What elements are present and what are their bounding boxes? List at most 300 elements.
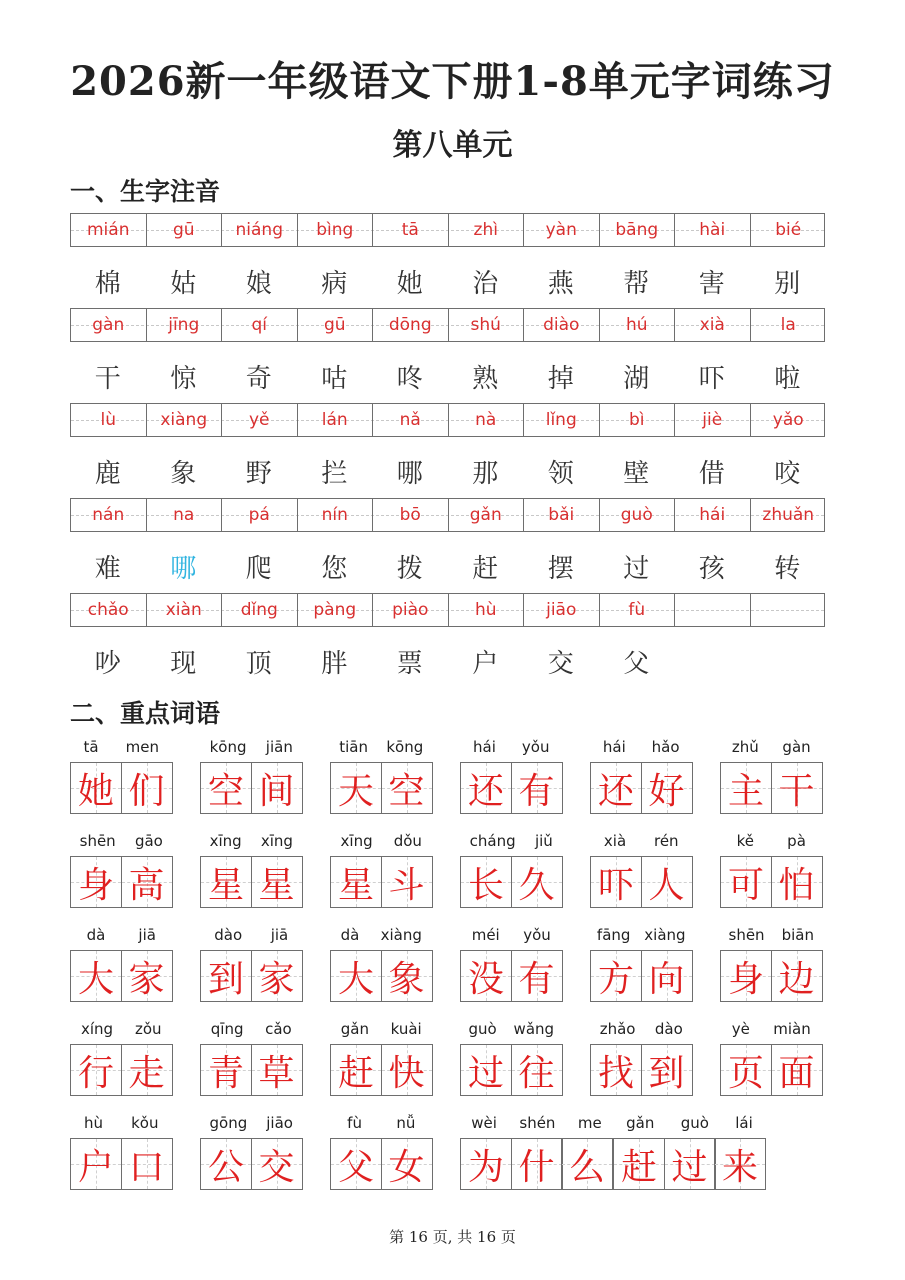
- word-item: [460, 1020, 563, 1096]
- tian-grid-box: [590, 950, 642, 1002]
- word-pinyin-syllable: tiān: [339, 738, 368, 756]
- word-pinyin-syllable: dào: [214, 926, 243, 944]
- word-character: 过: [671, 1146, 708, 1188]
- word-character: 来: [721, 1146, 758, 1188]
- page-title: 2026新一年级语文下册1-8单元字词练习: [70, 58, 835, 105]
- pinyin-cell: hù: [449, 594, 525, 626]
- word-item: [330, 832, 433, 908]
- pinyin-cell: niáng: [222, 214, 298, 246]
- tian-grid-box: [251, 1044, 303, 1096]
- pinyin-cell: piào: [373, 594, 449, 626]
- tian-grid-box: [121, 762, 173, 814]
- word-item: [590, 738, 693, 814]
- tian-grid-box: [460, 1044, 512, 1096]
- tian-grid-box: [200, 1044, 252, 1096]
- word-character: 找: [597, 1052, 634, 1094]
- word-pinyin: [460, 926, 563, 946]
- pinyin-cell: jiāo: [524, 594, 600, 626]
- tian-grid-box: [641, 856, 693, 908]
- tian-grid-box: [590, 762, 642, 814]
- word-item: [330, 1020, 433, 1096]
- tian-grid-box: [251, 950, 303, 1002]
- word-character: 到: [207, 958, 244, 1000]
- word-pinyin: [330, 926, 433, 946]
- character: 那: [472, 459, 499, 489]
- word-character: 么: [568, 1146, 605, 1188]
- word-pinyin: [200, 926, 303, 946]
- character: 赶: [472, 554, 499, 584]
- pinyin-cell: lán: [298, 404, 374, 436]
- character: 姑: [170, 269, 197, 299]
- word-pinyin: [330, 1020, 433, 1040]
- pinyin-cell: nà: [449, 404, 525, 436]
- word-pinyin-syllable: shén: [519, 1114, 556, 1132]
- tian-grid-box: [511, 856, 563, 908]
- word-pinyin-syllable: kě: [736, 832, 754, 850]
- pinyin-cell: pàng: [298, 594, 374, 626]
- word-pinyin-syllable: jiā: [138, 926, 156, 944]
- word-character: 为: [467, 1146, 504, 1188]
- character: 拨: [396, 554, 423, 584]
- word-pinyin-syllable: jiān: [265, 738, 293, 756]
- word-pinyin: [720, 926, 823, 946]
- word-pinyin-syllable: rén: [653, 832, 679, 850]
- word-pinyin-syllable: guò: [680, 1114, 709, 1132]
- word-pinyin: [330, 738, 433, 758]
- word-pinyin: [70, 832, 173, 852]
- pinyin-cell: hài: [675, 214, 751, 246]
- word-pinyin-syllable: biān: [781, 926, 814, 944]
- word-pinyin-syllable: dà: [86, 926, 106, 944]
- word-character: 走: [128, 1052, 165, 1094]
- pinyin-cell: guò: [600, 499, 676, 531]
- pinyin-cell: jīng: [147, 309, 223, 341]
- pinyin-cell: hái: [675, 499, 751, 531]
- word-character: 没: [467, 958, 504, 1000]
- tian-grid-box: [200, 762, 252, 814]
- word-character: 间: [258, 770, 295, 812]
- word-character: 斗: [388, 864, 425, 906]
- tian-grid-box: [771, 950, 823, 1002]
- pinyin-cell: nán: [71, 499, 147, 531]
- word-pinyin-syllable: hái: [473, 738, 496, 756]
- tian-grid-box: [720, 762, 772, 814]
- word-character: 有: [518, 770, 555, 812]
- word-pinyin-syllable: qīng: [210, 1020, 244, 1038]
- pinyin-cell: xià: [675, 309, 751, 341]
- word-pinyin-syllable: fāng: [596, 926, 631, 944]
- word-character: 星: [258, 864, 295, 906]
- tian-grid-box: [613, 1138, 665, 1190]
- character: 啦: [774, 364, 801, 394]
- word-character: 交: [258, 1146, 295, 1188]
- word-character: 还: [597, 770, 634, 812]
- word-pinyin-syllable: men: [125, 738, 159, 756]
- word-character: 天: [337, 770, 374, 812]
- tian-grid-box: [330, 950, 382, 1002]
- pinyin-cell: hú: [600, 309, 676, 341]
- word-pinyin-syllable: dǒu: [393, 832, 422, 850]
- word-pinyin-syllable: wèi: [471, 1114, 497, 1132]
- character: 哪: [170, 554, 197, 584]
- pinyin-cell: dōng: [373, 309, 449, 341]
- tian-grid-box: [460, 950, 512, 1002]
- word-pinyin-syllable: gǎn: [340, 1020, 370, 1038]
- pinyin-cell: fù: [600, 594, 676, 626]
- character: 奇: [245, 364, 272, 394]
- word-pinyin-syllable: zhǎo: [599, 1020, 636, 1038]
- tian-grid-box: [330, 1044, 382, 1096]
- word-character: 到: [648, 1052, 685, 1094]
- section-heading-words: 二、重点词语: [70, 699, 221, 728]
- character: 拦: [321, 459, 348, 489]
- character: 孩: [698, 554, 725, 584]
- word-character: 往: [518, 1052, 555, 1094]
- tian-grid-box: [664, 1138, 716, 1190]
- character: 您: [321, 554, 348, 584]
- character: 借: [698, 459, 725, 489]
- word-pinyin: [330, 832, 433, 852]
- word-character: 空: [388, 770, 425, 812]
- word-character: 高: [128, 864, 165, 906]
- tian-grid-box: [590, 1044, 642, 1096]
- tian-grid-box: [511, 1044, 563, 1096]
- word-pinyin-syllable: dà: [340, 926, 360, 944]
- word-character: 公: [207, 1146, 244, 1188]
- pinyin-cell: bìng: [298, 214, 374, 246]
- pinyin-row: [70, 308, 825, 342]
- tian-grid-box: [330, 1138, 382, 1190]
- word-character: 女: [388, 1146, 425, 1188]
- word-item: [460, 926, 563, 1002]
- pinyin-cell: gū: [298, 309, 374, 341]
- pinyin-cell: bō: [373, 499, 449, 531]
- word-character: 青: [207, 1052, 244, 1094]
- word-item: [70, 1020, 173, 1096]
- tian-grid-box: [460, 856, 512, 908]
- pinyin-row: [70, 593, 825, 627]
- character: 咚: [396, 364, 423, 394]
- tian-grid-box: [251, 1138, 303, 1190]
- word-character: 她: [77, 770, 114, 812]
- word-character: 好: [648, 770, 685, 812]
- character: 父: [623, 649, 650, 679]
- word-pinyin: [590, 926, 693, 946]
- word-pinyin-syllable: méi: [471, 926, 500, 944]
- character: 过: [623, 554, 650, 584]
- word-pinyin-syllable: xíng: [80, 1020, 114, 1038]
- character: 壁: [623, 459, 650, 489]
- pinyin-cell: lǐng: [524, 404, 600, 436]
- character: 吓: [698, 364, 725, 394]
- pinyin-cell: la: [780, 315, 796, 335]
- word-pinyin-syllable: xiàng: [380, 926, 422, 944]
- word-pinyin: [460, 1020, 563, 1040]
- pinyin-cell: bāng: [600, 214, 676, 246]
- pinyin-cell: dǐng: [222, 594, 298, 626]
- word-character: 象: [388, 958, 425, 1000]
- tian-grid-box: [381, 1138, 433, 1190]
- tian-grid-box: [641, 1044, 693, 1096]
- word-item: [200, 1020, 303, 1096]
- tian-grid-box: [70, 950, 122, 1002]
- character: 治: [472, 269, 499, 299]
- character: 干: [94, 364, 121, 394]
- word-item: [460, 1114, 613, 1190]
- word-character: 什: [518, 1146, 555, 1188]
- tian-grid-box: [70, 856, 122, 908]
- word-pinyin-syllable: xià: [603, 832, 627, 850]
- word-item: [70, 832, 173, 908]
- word-character: 干: [778, 770, 815, 812]
- tian-grid-box: [121, 1044, 173, 1096]
- tian-grid-box: [460, 762, 512, 814]
- character: 摆: [547, 554, 574, 584]
- word-pinyin: [70, 738, 173, 758]
- pinyin-cell: zhuǎn: [762, 505, 815, 525]
- word-pinyin-syllable: miàn: [773, 1020, 811, 1038]
- tian-grid-box: [200, 950, 252, 1002]
- word-character: 家: [128, 958, 165, 1000]
- word-character: 人: [648, 864, 685, 906]
- word-character: 家: [258, 958, 295, 1000]
- character: 咬: [774, 459, 801, 489]
- tian-grid-box: [121, 856, 173, 908]
- word-pinyin-syllable: xiàng: [644, 926, 686, 944]
- word-character: 大: [337, 958, 374, 1000]
- word-character: 长: [467, 864, 504, 906]
- character: 爬: [245, 554, 272, 584]
- word-character: 星: [207, 864, 244, 906]
- character: 领: [547, 459, 574, 489]
- word-pinyin-syllable: me: [577, 1114, 602, 1132]
- pinyin-cell: bǎi: [524, 499, 600, 531]
- word-pinyin-syllable: jiā: [270, 926, 289, 944]
- tian-grid-box: [381, 856, 433, 908]
- character: 象: [170, 459, 197, 489]
- word-pinyin-syllable: gǎn: [626, 1114, 655, 1132]
- word-character: 身: [77, 864, 114, 906]
- word-item: [70, 738, 173, 814]
- word-pinyin-syllable: pà: [787, 832, 806, 850]
- word-pinyin-syllable: hái: [602, 738, 626, 756]
- character: 票: [396, 649, 423, 679]
- pinyin-cell: tā: [373, 214, 449, 246]
- word-character: 户: [77, 1146, 114, 1188]
- tian-grid-box: [511, 1138, 563, 1190]
- pinyin-cell: yǎo: [772, 410, 804, 430]
- word-pinyin-syllable: wǎng: [513, 1020, 555, 1038]
- word-pinyin: [590, 832, 693, 852]
- word-item: [720, 738, 823, 814]
- word-character: 草: [258, 1052, 295, 1094]
- word-item: [70, 926, 173, 1002]
- character: 掉: [547, 364, 574, 394]
- word-item: [330, 738, 433, 814]
- word-item: [590, 832, 693, 908]
- word-character: 赶: [620, 1146, 657, 1188]
- tian-grid-box: [641, 950, 693, 1002]
- word-character: 父: [337, 1146, 374, 1188]
- word-character: 过: [467, 1052, 504, 1094]
- word-pinyin: [330, 1114, 433, 1134]
- tian-grid-box: [121, 950, 173, 1002]
- pinyin-cell: bì: [600, 404, 676, 436]
- word-pinyin-syllable: yǒu: [521, 738, 550, 756]
- word-character: 方: [597, 958, 634, 1000]
- word-pinyin: [460, 738, 563, 758]
- pinyin-row: [70, 403, 825, 437]
- word-pinyin-syllable: yè: [731, 1020, 750, 1038]
- word-pinyin-syllable: fù: [347, 1114, 362, 1132]
- word-item: [200, 926, 303, 1002]
- word-character: 口: [128, 1146, 165, 1188]
- tian-grid-box: [330, 762, 382, 814]
- word-item: [720, 926, 823, 1002]
- word-item: [590, 926, 693, 1002]
- character: 熟: [472, 364, 499, 394]
- pinyin-cell: jiè: [675, 404, 751, 436]
- word-pinyin-syllable: cháng: [469, 832, 516, 850]
- word-pinyin: [200, 832, 303, 852]
- pinyin-cell: gū: [147, 214, 223, 246]
- tian-grid-box: [200, 1138, 252, 1190]
- page-footer: 第 16 页, 共 16 页: [389, 1228, 516, 1246]
- word-item: [200, 1114, 303, 1190]
- tian-grid-box: [771, 1044, 823, 1096]
- pinyin-cell: xiàn: [147, 594, 223, 626]
- character: 别: [774, 269, 801, 299]
- tian-grid-box: [251, 762, 303, 814]
- character: 她: [396, 269, 423, 299]
- word-item: [330, 926, 433, 1002]
- word-pinyin: [613, 1114, 766, 1134]
- word-pinyin-syllable: kǒu: [131, 1114, 159, 1132]
- tian-grid-box: [381, 762, 433, 814]
- word-character: 页: [727, 1052, 764, 1094]
- character: 转: [774, 554, 801, 584]
- word-item: [200, 738, 303, 814]
- character: 害: [698, 269, 725, 299]
- word-character: 快: [388, 1052, 425, 1094]
- word-pinyin-syllable: xīng: [209, 832, 242, 850]
- character: 户: [472, 649, 499, 679]
- word-pinyin: [460, 1114, 613, 1134]
- word-pinyin: [590, 738, 693, 758]
- word-pinyin-syllable: kuài: [390, 1020, 422, 1038]
- character: 咕: [321, 364, 348, 394]
- character: 哪: [396, 459, 423, 489]
- word-character: 还: [467, 770, 504, 812]
- word-pinyin: [70, 1020, 173, 1040]
- word-item: [613, 1114, 766, 1190]
- tian-grid-box: [251, 856, 303, 908]
- word-character: 们: [128, 770, 165, 812]
- word-character: 赶: [337, 1052, 374, 1094]
- word-pinyin-syllable: kōng: [386, 738, 424, 756]
- tian-grid-box: [771, 762, 823, 814]
- word-item: [460, 738, 563, 814]
- word-character: 可: [727, 864, 764, 906]
- word-character: 面: [778, 1052, 815, 1094]
- tian-grid-box: [720, 1044, 772, 1096]
- word-character: 怕: [778, 864, 815, 906]
- word-pinyin: [70, 926, 173, 946]
- word-item: [330, 1114, 433, 1190]
- word-pinyin-syllable: gàn: [782, 738, 811, 756]
- word-pinyin: [720, 832, 823, 852]
- tian-grid-box: [641, 762, 693, 814]
- word-character: 行: [77, 1052, 114, 1094]
- tian-grid-box: [381, 950, 433, 1002]
- tian-grid-box: [70, 1044, 122, 1096]
- word-pinyin: [720, 1020, 823, 1040]
- word-pinyin: [460, 832, 563, 852]
- character: 交: [547, 649, 574, 679]
- word-character: 大: [77, 958, 114, 1000]
- word-character: 吓: [597, 864, 634, 906]
- character: 娘: [245, 269, 272, 299]
- word-pinyin-syllable: lái: [735, 1114, 753, 1132]
- tian-grid-box: [561, 1138, 613, 1190]
- word-pinyin-syllable: nǚ: [396, 1114, 416, 1132]
- word-pinyin-syllable: hǎo: [651, 738, 680, 756]
- word-pinyin-syllable: gōng: [209, 1114, 248, 1132]
- pinyin-row: [70, 498, 825, 532]
- word-pinyin-syllable: shēn: [728, 926, 765, 944]
- pinyin-cell: shú: [449, 309, 525, 341]
- word-pinyin: [720, 738, 823, 758]
- word-pinyin-syllable: cǎo: [265, 1020, 292, 1038]
- word-pinyin-syllable: jiǔ: [534, 832, 553, 850]
- word-pinyin-syllable: yǒu: [523, 926, 551, 944]
- word-pinyin-syllable: xīng: [340, 832, 373, 850]
- pinyin-cell: [751, 594, 827, 626]
- word-item: [460, 832, 563, 908]
- pinyin-cell: gàn: [71, 309, 147, 341]
- word-pinyin: [200, 1114, 303, 1134]
- word-character: 久: [518, 864, 555, 906]
- pinyin-cell: yàn: [524, 214, 600, 246]
- word-item: [70, 1114, 173, 1190]
- character: 帮: [623, 269, 650, 299]
- word-pinyin-syllable: kōng: [209, 738, 247, 756]
- character: 燕: [547, 269, 574, 299]
- character: 湖: [623, 364, 650, 394]
- pinyin-cell: yě: [222, 404, 298, 436]
- word-character: 有: [518, 958, 555, 1000]
- word-pinyin-syllable: xīng: [260, 832, 293, 850]
- character: 吵: [94, 649, 121, 679]
- word-pinyin: [590, 1020, 693, 1040]
- tian-grid-box: [511, 762, 563, 814]
- tian-grid-box: [200, 856, 252, 908]
- word-character: 空: [207, 770, 244, 812]
- tian-grid-box: [771, 856, 823, 908]
- tian-grid-box: [460, 1138, 512, 1190]
- pinyin-cell: gǎn: [449, 499, 525, 531]
- word-pinyin-syllable: jiāo: [266, 1114, 293, 1132]
- word-item: [720, 832, 823, 908]
- character: 病: [321, 269, 348, 299]
- word-item: [200, 832, 303, 908]
- word-pinyin: [200, 1020, 303, 1040]
- word-pinyin-syllable: zǒu: [134, 1020, 162, 1038]
- word-pinyin: [70, 1114, 173, 1134]
- tian-grid-box: [70, 762, 122, 814]
- pinyin-cell: nǎ: [373, 404, 449, 436]
- pinyin-cell: nín: [298, 499, 374, 531]
